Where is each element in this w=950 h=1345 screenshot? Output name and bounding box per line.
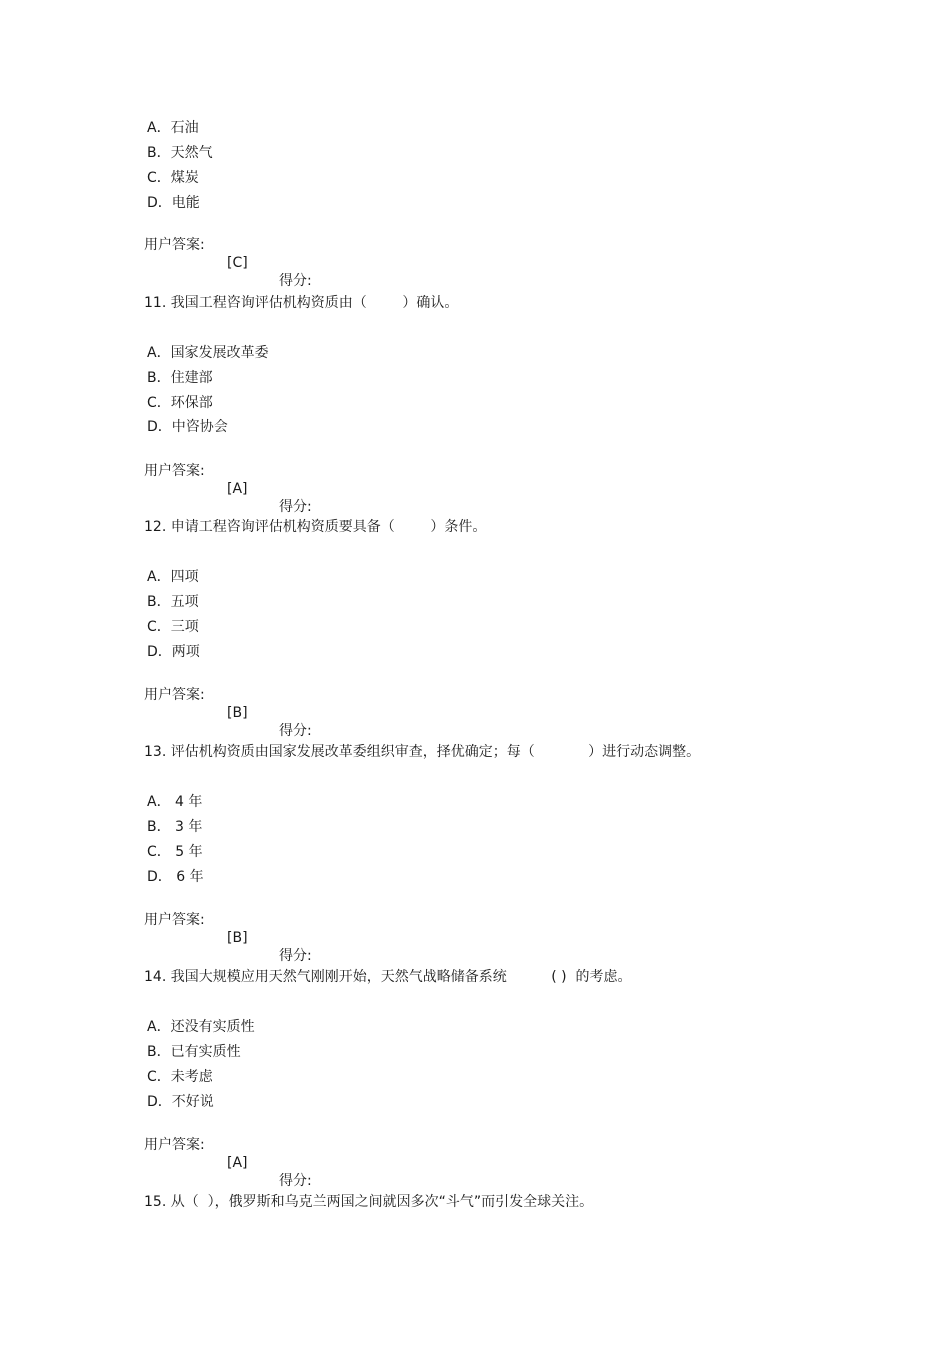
question-11: 11. 我国工程咨询评估机构资质由（ ）确认。 xyxy=(144,295,459,311)
option-a: A．国家发展改革委 xyxy=(147,345,269,361)
user-answer-label: 用户答案: xyxy=(144,237,205,253)
option-d: D．两项 xyxy=(147,644,200,660)
user-answer-value: [B] xyxy=(227,930,248,946)
option-c: C．环保部 xyxy=(147,395,213,411)
option-c: C．三项 xyxy=(147,619,199,635)
user-answer-value: [A] xyxy=(227,1155,248,1171)
option-c: C． 5 年 xyxy=(147,844,203,860)
option-d: D．电能 xyxy=(147,195,200,211)
option-c: C．未考虑 xyxy=(147,1069,213,1085)
question-15: 15. 从（ ），俄罗斯和乌克兰两国之间就因多次“斗气”而引发全球关注。 xyxy=(144,1194,594,1210)
score-label: 得分: xyxy=(279,723,312,739)
option-a: A． 4 年 xyxy=(147,794,203,810)
score-label: 得分: xyxy=(279,948,312,964)
option-a: A．四项 xyxy=(147,569,199,585)
score-label: 得分: xyxy=(279,499,312,515)
option-d: D． 6 年 xyxy=(147,869,204,885)
user-answer-value: [C] xyxy=(227,255,248,271)
option-d: D．中咨协会 xyxy=(147,419,228,435)
user-answer-label: 用户答案: xyxy=(144,1137,205,1153)
answer-row xyxy=(0,218,950,308)
option-b: B．已有实质性 xyxy=(147,1044,241,1060)
user-answer-label: 用户答案: xyxy=(144,463,205,479)
user-answer-label: 用户答案: xyxy=(144,687,205,703)
option-d: D．不好说 xyxy=(147,1094,214,1110)
option-b: B．住建部 xyxy=(147,370,213,386)
option-b: B．天然气 xyxy=(147,145,213,161)
question-14: 14. 我国大规模应用天然气刚刚开始，天然气战略储备系统 ( ) 的考虑。 xyxy=(144,969,632,985)
user-answer-value: [B] xyxy=(227,705,248,721)
question-12: 12. 申请工程咨询评估机构资质要具备（ ）条件。 xyxy=(144,519,487,535)
option-c: C．煤炭 xyxy=(147,170,199,186)
score-label: 得分: xyxy=(279,273,312,289)
user-answer-label: 用户答案: xyxy=(144,912,205,928)
question-13: 13. 评估机构资质由国家发展改革委组织审查，择优确定；每（ ）进行动态调整。 xyxy=(144,744,701,760)
option-a: A．石油 xyxy=(147,120,199,136)
score-label: 得分: xyxy=(279,1173,312,1189)
option-b: B．五项 xyxy=(147,594,199,610)
option-a: A．还没有实质性 xyxy=(147,1019,255,1035)
user-answer-value: [A] xyxy=(227,481,248,497)
option-b: B． 3 年 xyxy=(147,819,203,835)
